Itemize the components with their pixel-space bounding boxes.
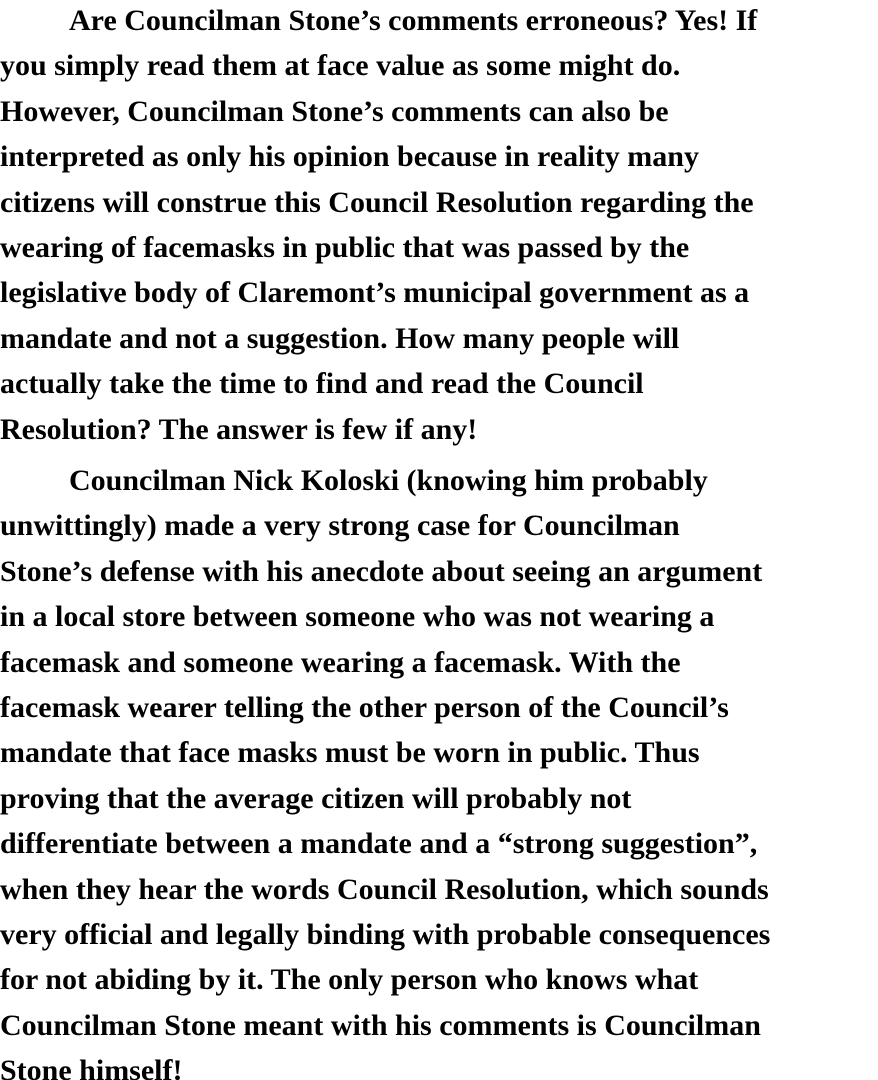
paragraph-1 [0, 0, 878, 452]
text-line: However, Councilman Stone’s comments can also be [0, 94, 669, 128]
text-line: in a local store between someone who was not wearing a [0, 600, 715, 634]
text-line: Stone himself! [0, 1054, 183, 1080]
text-line: Are Councilman Stone’s comments erroneous? Yes! If [69, 4, 758, 37]
text-line: proving that the average citizen will probably not [0, 781, 632, 815]
text-line: you simply read them at face value as some might do. [0, 49, 681, 83]
text-line: actually take the time to find and read the Council [0, 367, 644, 401]
text-line: differentiate between a mandate and a “strong suggestion”, [0, 827, 758, 861]
text-line: wearing of facemasks in public that was passed by the [0, 231, 690, 265]
text-line: Councilman Stone meant with his comments is Councilman [0, 1008, 761, 1042]
paragraph-2 [0, 458, 878, 1080]
text-line: facemask wearer telling the other person of the Council’s [0, 691, 729, 725]
text-line: facemask and someone wearing a facemask. With the [0, 645, 681, 679]
text-line: unwittingly) made a very strong case for Councilman [0, 509, 680, 543]
text-line: Councilman Nick Koloski (knowing him probably [69, 464, 708, 497]
text-line: interpreted as only his opinion because in reality many [0, 140, 699, 174]
text-line: when they hear the words Council Resolution, which sounds [0, 872, 769, 906]
text-line: mandate that face masks must be worn in public. Thus [0, 736, 700, 770]
text-line: legislative body of Claremont’s municipal government as a [0, 276, 750, 310]
text-line: mandate and not a suggestion. How many people will [0, 321, 680, 355]
text-line: Stone’s defense with his anecdote about seeing an argument [0, 554, 763, 588]
text-line: for not abiding by it. The only person who knows what [0, 963, 699, 997]
text-line: Resolution? The answer is few if any! [0, 412, 478, 446]
text-line: very official and legally binding with probable consequences [0, 918, 771, 952]
text-line: citizens will construe this Council Resolution regarding the [0, 185, 754, 219]
